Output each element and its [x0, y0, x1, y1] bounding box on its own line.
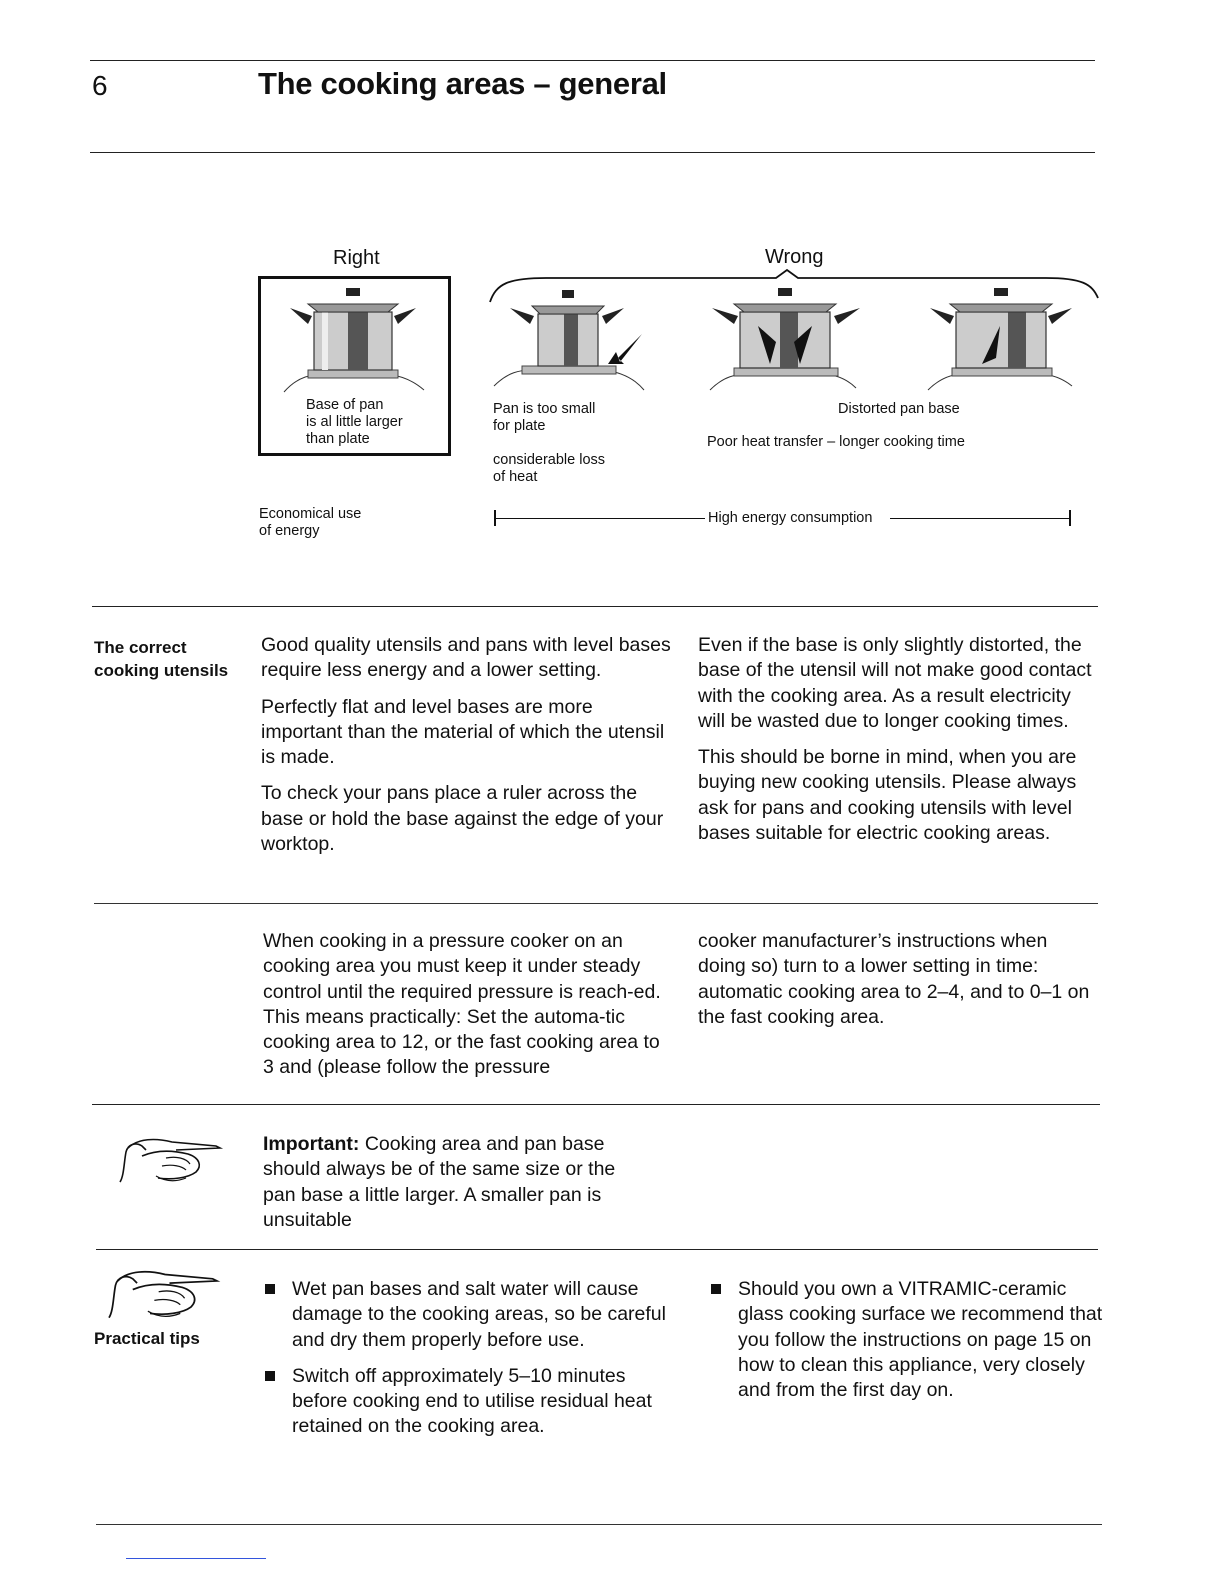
section-rule-tips: [96, 1249, 1098, 1250]
utensils-para-5: This should be borne in mind, when you are buying new cooking utensils. Please always ask for pans and cooking utensils with level bases suitable for electric cooking areas.: [698, 746, 1077, 845]
section-rule-important: [92, 1104, 1100, 1105]
utensils-para-1: Good quality utensils and pans with level bases require less energy and a lower setting.: [261, 634, 671, 682]
label-wrong: Wrong: [765, 246, 824, 268]
section-rule-utensils: [92, 606, 1098, 607]
important-lead: Important:: [263, 1133, 360, 1155]
utensils-para-2: Perfectly flat and level bases are more important than the material of which the utensil is made.: [261, 695, 665, 769]
energy-line-right-cap: [1069, 510, 1071, 526]
energy-label: High energy consumption: [708, 510, 873, 526]
tip-item-2: Switch off approximately 5–10 minutes before cooking end to utilise residual heat retained on the cooking area.: [262, 1364, 672, 1440]
pan-correct-icon: [278, 282, 428, 394]
tips-column-2: [708, 1277, 1108, 1414]
right-caption: Base of pan is al little larger than plate: [306, 397, 403, 447]
right-note: Economical use of energy: [259, 506, 362, 539]
pan-distorted-concave-icon: [706, 282, 866, 394]
pan-too-small-icon: [492, 282, 647, 394]
footer-rule: [96, 1524, 1102, 1525]
utensils-column-2: [698, 633, 1103, 846]
utensils-para-3: To check your pans place a ruler across the base or hold the base against the edge of your worktop.: [261, 782, 664, 856]
energy-line-right: [890, 518, 1070, 519]
label-right: Right: [333, 247, 380, 269]
too-small-caption: Pan is too small for plate: [493, 401, 596, 434]
distorted-note: Poor heat transfer – longer cooking time: [707, 434, 965, 450]
section-rule-pressure: [94, 903, 1098, 904]
pressure-column-1: When cooking in a pressure cooker on an cooking area you must keep it under steady control until the required pressure is reach-ed. This means practically: Set the automa-tic cooking area to 12, or the fast cooking area to 3 and (please follow the pressure: [263, 930, 661, 1079]
tips-column-1: [262, 1277, 672, 1451]
pressure-column-2: cooker manufacturer’s instructions when doing so) turn to a lower setting in time: automatic cooking area to 2–4, and to 0–1 on the fast cooking area.: [698, 930, 1090, 1028]
important-note: [263, 1132, 643, 1233]
footer-link-underline: [126, 1558, 266, 1559]
tip-item-3: Should you own a VITRAMIC-ceramic glass cooking surface we recommend that you follow the instructions on page 15 on how to clean this appliance, very closely and from the first day on.: [708, 1277, 1108, 1403]
header-bottom-rule: [90, 152, 1095, 153]
header-top-rule: [90, 60, 1095, 61]
utensils-column-1: [261, 633, 671, 857]
page-title: The cooking areas – general: [258, 66, 667, 101]
tip-item-1: Wet pan bases and salt water will cause damage to the cooking areas, so be careful and dry them properly before use.: [262, 1277, 672, 1353]
distorted-caption: Distorted pan base: [838, 401, 960, 417]
pointing-hand-tips-icon: [104, 1268, 222, 1322]
utensils-heading: The correct cooking utensils: [94, 638, 229, 680]
pan-distorted-convex-icon: [926, 282, 1076, 394]
pointing-hand-icon: [116, 1136, 224, 1186]
page-number: 6: [92, 70, 108, 101]
energy-line-left: [495, 518, 705, 519]
too-small-note: considerable loss of heat: [493, 452, 606, 485]
utensils-para-4: Even if the base is only slightly distorted, the base of the utensil will not make good contact with the cooking area. As a result electricity will be wasted due to longer cooking times.: [698, 634, 1092, 732]
tips-heading: Practical tips: [94, 1329, 200, 1348]
important-text: Cooking area and pan base should always be of the same size or the pan base a little larger. A smaller pan is unsuitable: [263, 1133, 616, 1231]
